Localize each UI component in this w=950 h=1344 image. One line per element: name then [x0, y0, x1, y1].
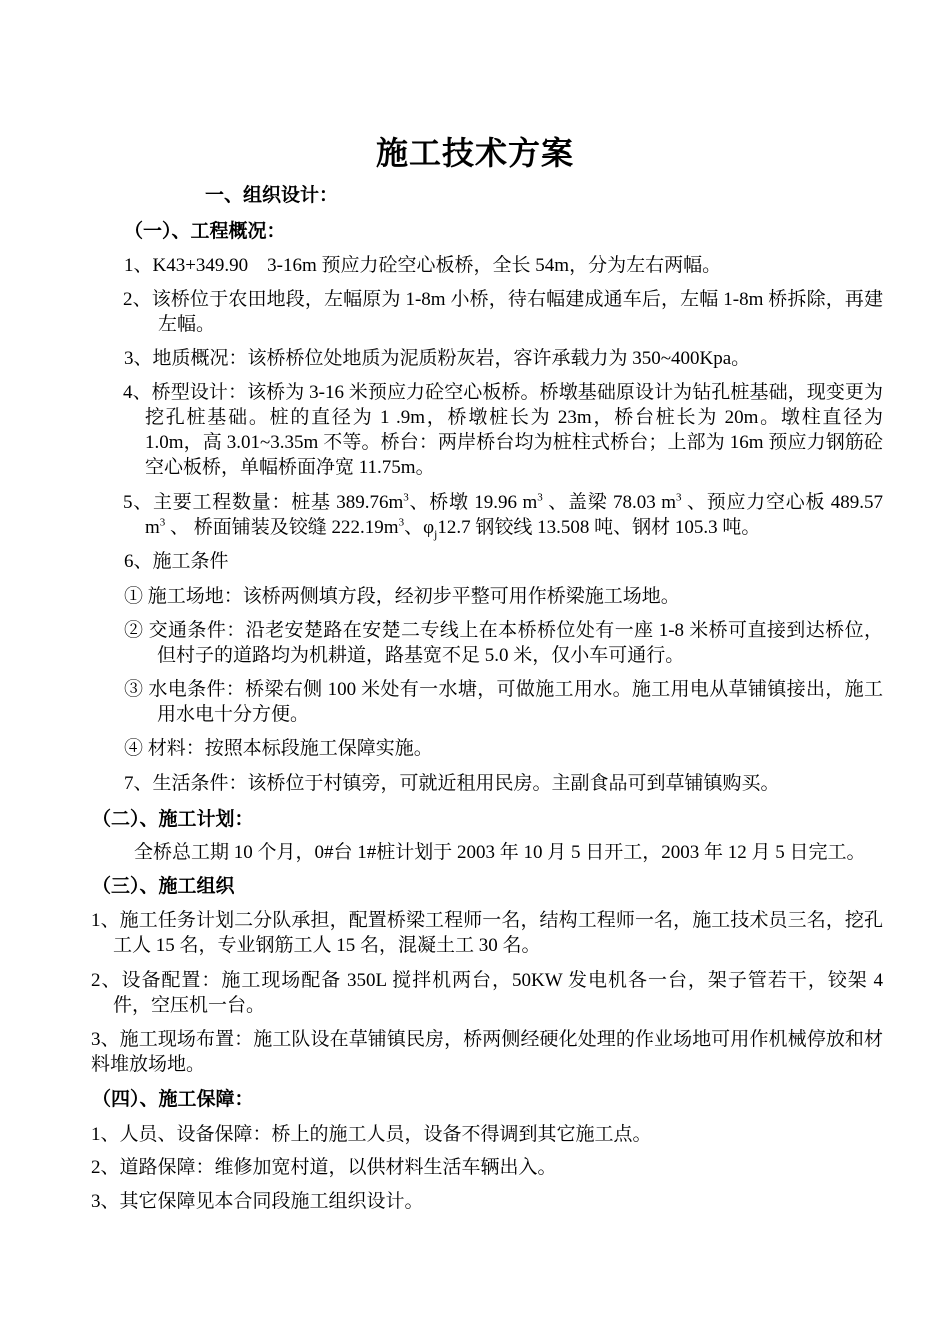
organization-item-2: 2、设备配置：施工现场配备 350L 搅拌机两台，50KW 发电机各一台，架子管若干，铰架 4 件，空压机一台。 — [91, 970, 883, 1016]
overview-item-7: 7、生活条件：该桥位于村镇旁，可就近租用民房。主副食品可到草铺镇购买。 — [124, 773, 780, 794]
condition-water-power: ③ 水电条件：桥梁右侧 100 米处有一水塘，可做施工用水。施工用电从草铺镇接出，施工用水电十分方便。 — [124, 679, 883, 725]
guarantee-item-2: 2、道路保障：维修加宽村道，以供材料生活车辆出入。 — [91, 1157, 557, 1178]
condition-materials: ④ 材料：按照本标段施工保障实施。 — [124, 738, 433, 759]
organization-item-3: 3、施工现场布置：施工队设在草铺镇民房，桥两侧经硬化处理的作业场地可用作机械停放和材料堆放场地。 — [91, 1029, 883, 1075]
heading-construction-plan: （二）、施工计划： — [92, 809, 254, 830]
overview-item-2: 2、该桥位于农田地段，左幅原为 1-8m 小桥，待右幅建成通车后，左幅 1-8m 桥拆除，再建左幅。 — [123, 289, 883, 335]
overview-item-3: 3、地质概况：该桥桥位处地质为泥质粉灰岩，容许承载力为 350~400Kpa。 — [124, 348, 751, 369]
overview-item-6: 6、施工条件 — [124, 551, 229, 572]
construction-plan-text: 全桥总工期 10 个月，0#台 1#桩计划于 2003 年 10 月 5 日开工，2003 年 12 月 5 日完工。 — [134, 842, 866, 863]
organization-item-1: 1、施工任务计划二分队承担，配置桥梁工程师一名，结构工程师一名，施工技术员三名，挖孔工人 15 名，专业钢筋工人 15 名，混凝土工 30 名。 — [91, 910, 883, 956]
heading-construction-organization: （三）、施工组织 — [92, 876, 235, 897]
heading-organization-design: 一、组织设计： — [205, 185, 339, 206]
document-title: 施工技术方案 — [375, 135, 574, 171]
heading-project-overview: （一）、工程概况： — [124, 221, 286, 242]
guarantee-item-1: 1、人员、设备保障：桥上的施工人员，设备不得调到其它施工点。 — [91, 1124, 652, 1145]
condition-site: ① 施工场地：该桥两侧填方段，经初步平整可用作桥梁施工场地。 — [124, 586, 680, 607]
overview-item-4: 4、桥型设计：该桥为 3-16 米预应力砼空心板桥。桥墩基础原设计为钻孔桩基础，现变更为挖孔桩基础。桩的直径为 1 .9m，桥墩桩长为 23m，桥台桩长为 20m。墩柱直径为 1.0m，高 3.01~3.35m 不等。桥台：两岸桥台均为桩柱式桥台；上部为 16m 预应力钢筋砼空心板桥，单幅桥面净宽 11.75m。 — [123, 382, 883, 478]
condition-traffic: ② 交通条件：沿老安楚路在安楚二专线上在本桥桥位处有一座 1-8 米桥可直接到达桥位，但村子的道路均为机耕道，路基宽不足 5.0 米，仅小车可通行。 — [124, 620, 883, 666]
heading-construction-guarantee: （四）、施工保障： — [92, 1089, 254, 1110]
overview-item-1: 1、K43+349.90 3-16m 预应力砼空心板桥，全长 54m，分为左右两幅。 — [124, 255, 722, 276]
overview-item-5: 5、主要工程数量：桩基 $389.76m^3$、桥墩 19.96 $m^3$ 、盖梁 78.03 $m^3$ 、预应力空心板 489.57 $m^3$ 、 桥面铺装及铰缝 $222.19m^3$、$\varphi_j12.7$ 钢铰线 13.508 吨、钢材 105.3 吨。 — [123, 491, 884, 541]
guarantee-item-3: 3、其它保障见本合同段施工组织设计。 — [91, 1191, 424, 1212]
